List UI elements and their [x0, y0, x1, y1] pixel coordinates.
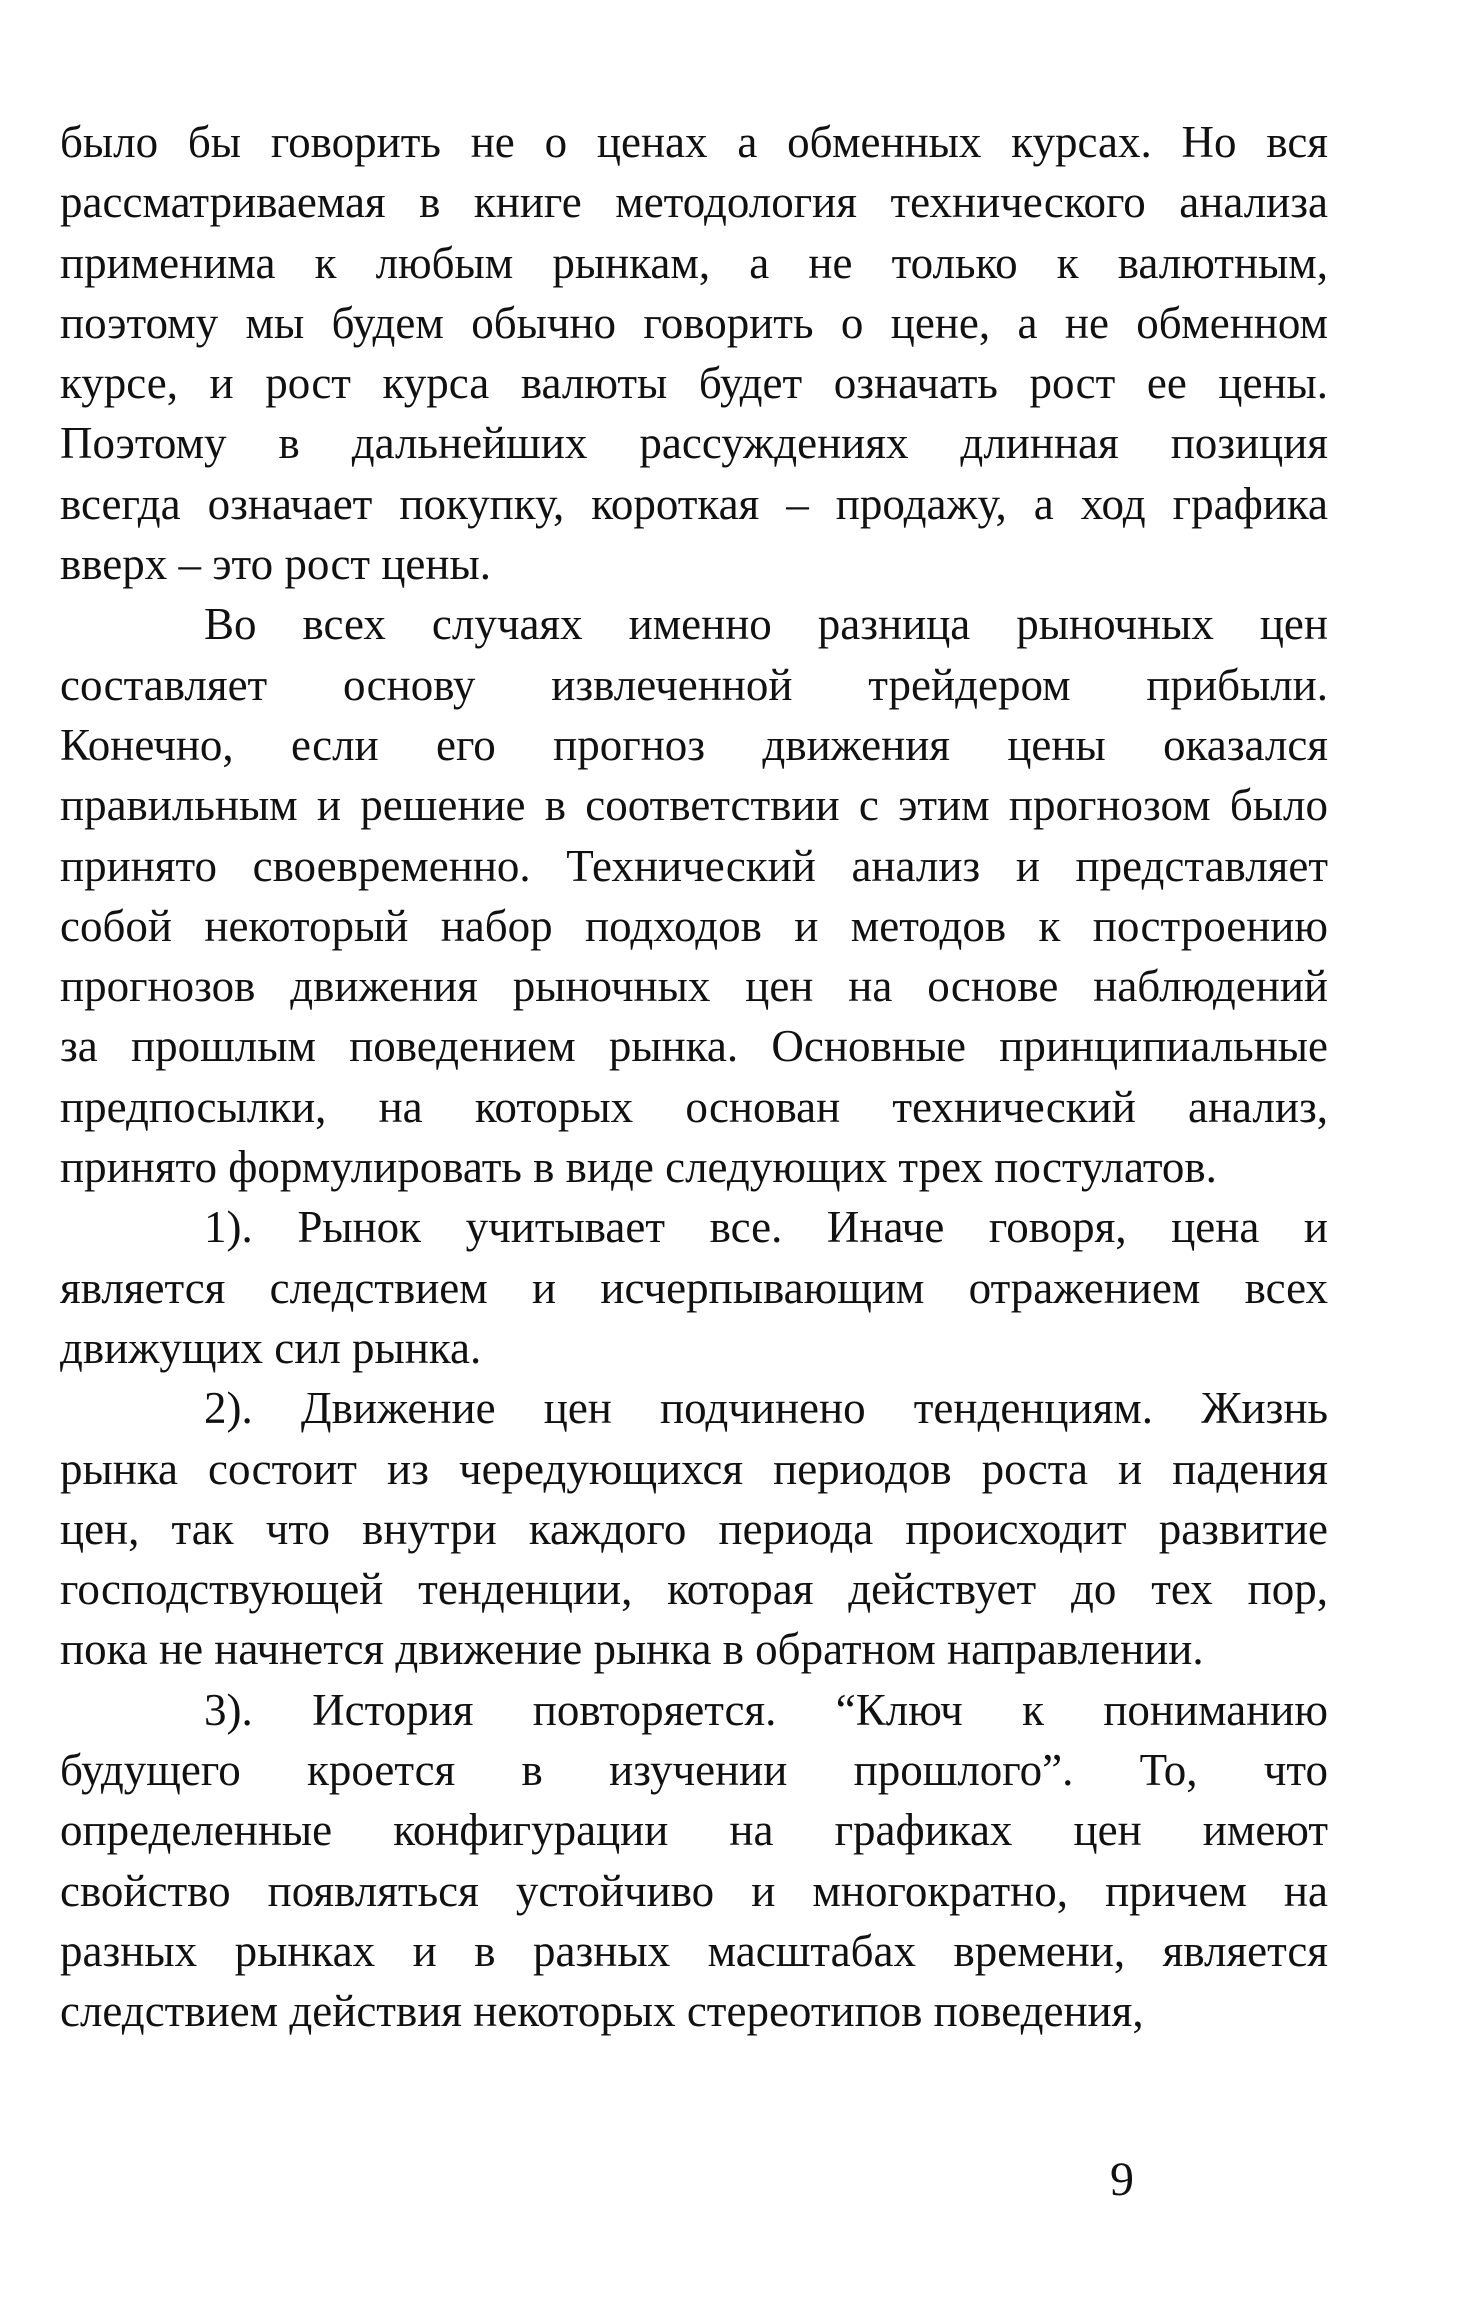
text-line: поэтому мы будем обычно говорить о цене, а не обменном — [60, 297, 1328, 348]
text-line: цен, так что внутри каждого периода происходит развитие — [60, 1503, 1328, 1554]
text-line: предпосылки, на которых основан технический анализ, — [60, 1081, 1328, 1132]
text-line: следствием действия некоторых стереотипов поведения, — [60, 1986, 1144, 2037]
text-line: курсе, и рост курса валюты будет означать рост ее цены. — [60, 358, 1328, 409]
text-line: Во всех случаях именно разница рыночных цен — [204, 599, 1328, 650]
paragraph — [60, 594, 1328, 1197]
text-line: принято своевременно. Технический анализ и представляет — [60, 840, 1328, 891]
text-line: будущего кроется в изучении прошлого”. То, что — [60, 1745, 1328, 1796]
text-line: прогнозов движения рыночных цен на основе наблюдений — [60, 961, 1328, 1012]
text-line: движущих сил рынка. — [60, 1322, 482, 1373]
page-number: 9 — [1110, 2153, 1134, 2206]
text-line: Конечно, если его прогноз движения цены оказался — [60, 719, 1328, 770]
text-line: правильным и решение в соответствии с этим прогнозом было — [60, 780, 1328, 831]
paragraph — [60, 1378, 1328, 1679]
text-line: определенные конфигурации на графиках цен имеют — [60, 1805, 1328, 1856]
text-line: является следствием и исчерпывающим отражением всех — [60, 1262, 1328, 1313]
text-line: господствующей тенденции, которая действует до тех пор, — [60, 1564, 1328, 1615]
text-line: пока не начнется движение рынка в обратном направлении. — [60, 1624, 1204, 1675]
text-line: 2). Движение цен подчинено тенденциям. Жизнь — [204, 1383, 1328, 1434]
text-line: было бы говорить не о ценах а обменных курсах. Но вся — [60, 117, 1328, 167]
text-line: 3). История повторяется. “Ключ к пониманию — [204, 1684, 1328, 1735]
text-line: за прошлым поведением рынка. Основные принципиальные — [60, 1021, 1328, 1072]
paragraph — [60, 1680, 1328, 2042]
text-line: рынка состоит из чередующихся периодов роста и падения — [60, 1443, 1328, 1494]
text-line: принято формулировать в виде следующих трех постулатов. — [60, 1142, 1217, 1193]
text-line: разных рынках и в разных масштабах времени, является — [60, 1925, 1328, 1976]
text-line: применима к любым рынкам, а не только к валютным, — [60, 237, 1328, 288]
paragraph — [60, 1197, 1328, 1378]
text-line: всегда означает покупку, короткая – продажу, а ход графика — [60, 478, 1328, 529]
paragraph — [60, 112, 1328, 594]
text-line: Поэтому в дальнейших рассуждениях длинная позиция — [60, 418, 1328, 469]
text-line: вверх – это рост цены. — [60, 539, 491, 590]
text-line: свойство появляться устойчиво и многократно, причем на — [60, 1865, 1328, 1916]
text-line: составляет основу извлеченной трейдером прибыли. — [60, 659, 1328, 710]
body-text — [60, 112, 1328, 2042]
text-line: собой некоторый набор подходов и методов к построению — [60, 900, 1328, 951]
text-line: 1). Рынок учитывает все. Иначе говоря, цена и — [204, 1202, 1328, 1253]
text-line: рассматриваемая в книге методология технического анализа — [60, 177, 1328, 228]
